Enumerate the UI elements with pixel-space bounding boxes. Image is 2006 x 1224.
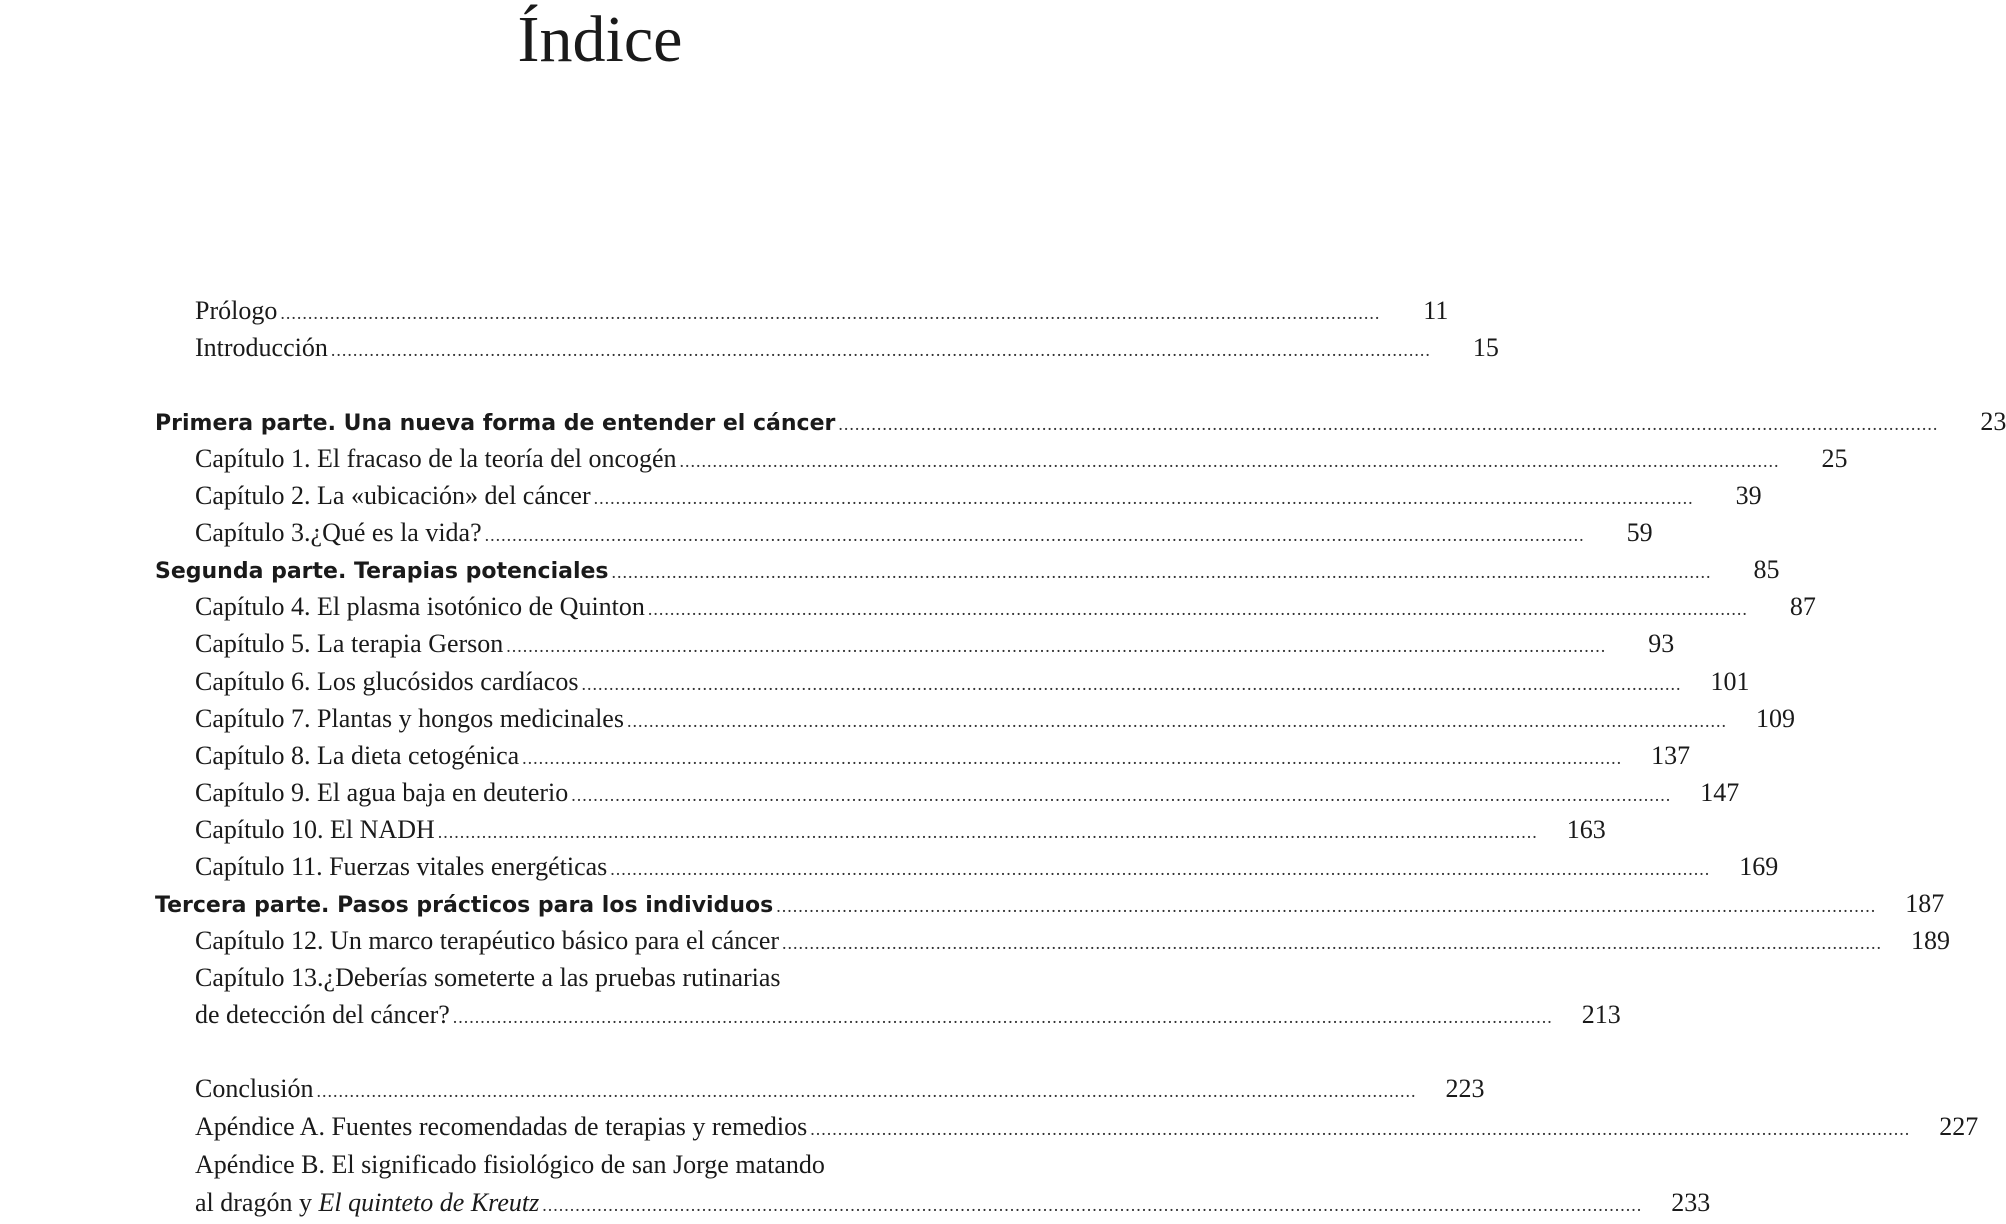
toc-entry-page: 59 [1626, 518, 1653, 547]
toc-entry-page: 163 [1566, 815, 1606, 844]
toc-entry-page: 187 [1905, 889, 1945, 918]
dot-leader: ........................................................................................................................................................................................................ [838, 414, 1939, 434]
toc-entry-page: 85 [1753, 555, 1780, 584]
toc-entry-page: 109 [1755, 704, 1795, 733]
toc-entry-page: 227 [1939, 1112, 1979, 1141]
toc-entry-label: Capítulo 7. Plantas y hongos medicinales [195, 704, 624, 733]
toc-entry-page: 137 [1651, 741, 1691, 770]
dot-leader: ........................................................................................................................................................................................................ [571, 785, 1672, 805]
toc-entry-page: 233 [1671, 1188, 1711, 1217]
toc-entry-capitulo-9[interactable] [195, 774, 1740, 811]
dot-leader: ........................................................................................................................................................................................................ [782, 933, 1883, 953]
toc-entry-label: Capítulo 6. Los glucósidos cardíacos [195, 667, 579, 696]
dot-leader: ........................................................................................................................................................................................................ [316, 1081, 1417, 1101]
toc-entry-capitulo-7[interactable] [195, 700, 1795, 737]
page-title: Índice [517, 3, 683, 76]
toc-entry-label: Capítulo 4. El plasma isotónico de Quinton [195, 592, 645, 621]
toc-entry-page: 25 [1821, 444, 1848, 473]
toc-entry-page: 23 [1980, 407, 2006, 436]
toc-entry-page: 213 [1581, 1000, 1621, 1029]
toc-entry-page: 169 [1739, 852, 1779, 881]
toc-entry-page: 39 [1735, 481, 1762, 510]
toc-entry-page: 223 [1445, 1074, 1485, 1103]
toc-part-label: Primera parte. Una nueva forma de entender el cáncer [155, 411, 836, 436]
dot-leader: ........................................................................................................................................................................................................ [542, 1195, 1643, 1215]
toc-entry-capitulo-4[interactable] [195, 588, 1816, 625]
dot-leader: ........................................................................................................................................................................................................ [610, 859, 1711, 879]
toc-entry-page: 15 [1472, 333, 1499, 362]
dot-leader: ........................................................................................................................................................................................................ [437, 822, 1538, 842]
toc-entry-introduccion[interactable] [195, 329, 1499, 366]
toc-entry-apendice-b[interactable] [195, 1146, 1045, 1183]
toc-entry-label: Conclusión [195, 1074, 314, 1103]
toc-entry-capitulo-3[interactable] [195, 514, 1653, 551]
toc-entry-label-italic: El quinteto de Kreutz [318, 1188, 540, 1217]
dot-leader: ........................................................................................................................................................................................................ [522, 748, 1623, 768]
toc-entry-page: 147 [1700, 778, 1740, 807]
dot-leader: ........................................................................................................................................................................................................ [484, 525, 1585, 545]
dot-leader: ........................................................................................................................................................................................................ [626, 711, 1727, 731]
dot-leader: ........................................................................................................................................................................................................ [330, 340, 1431, 360]
toc-entry-label: Capítulo 2. La «ubicación» del cáncer [195, 481, 591, 510]
toc-entry-apendice-a[interactable] [195, 1108, 1979, 1145]
toc-entry-label: de detección del cáncer? [195, 1000, 450, 1029]
toc-entry-label: Capítulo 5. La terapia Gerson [195, 629, 504, 658]
toc-entry-capitulo-1[interactable] [195, 440, 1848, 477]
toc-entry-label: Capítulo 10. El NADH [195, 815, 435, 844]
toc-entry-label [195, 1184, 539, 1221]
dot-leader: ........................................................................................................................................................................................................ [280, 303, 1381, 323]
toc-entry-capitulo-6[interactable] [195, 663, 1750, 700]
toc-entry-capitulo-5[interactable] [195, 625, 1675, 662]
toc-entry-label: Apéndice A. Fuentes recomendadas de terapias y remedios [195, 1112, 808, 1141]
dot-leader: ........................................................................................................................................................................................................ [611, 562, 1712, 582]
toc-entry-capitulo-13-continued[interactable] [195, 996, 1621, 1033]
toc-entry-label-roman: al dragón y [195, 1188, 319, 1217]
dot-leader: ........................................................................................................................................................................................................ [810, 1119, 1911, 1139]
toc-part-label: Tercera parte. Pasos prácticos para los individuos [155, 893, 774, 918]
dot-leader: ........................................................................................................................................................................................................ [776, 896, 1877, 916]
toc-entry-capitulo-8[interactable] [195, 737, 1691, 774]
toc-entry-label: Prólogo [195, 296, 278, 325]
toc-entry-apendice-b-continued[interactable] [195, 1184, 1711, 1221]
toc-part-3[interactable] [155, 885, 1945, 922]
toc-entry-capitulo-11[interactable] [195, 848, 1779, 885]
toc-entry-capitulo-10[interactable] [195, 811, 1606, 848]
toc-entry-page: 101 [1710, 667, 1750, 696]
toc-entry-label: Capítulo 11. Fuerzas vitales energéticas [195, 852, 608, 881]
toc-entry-capitulo-2[interactable] [195, 477, 1762, 514]
toc-part-label: Segunda parte. Terapias potenciales [155, 559, 609, 584]
dot-leader: ........................................................................................................................................................................................................ [593, 488, 1694, 508]
toc-entry-label: Capítulo 9. El agua baja en deuterio [195, 778, 569, 807]
dot-leader: ........................................................................................................................................................................................................ [679, 451, 1780, 471]
toc-part-2[interactable] [155, 551, 1780, 588]
toc-entry-capitulo-12[interactable] [195, 922, 1951, 959]
toc-entry-conclusion[interactable] [195, 1070, 1485, 1107]
dot-leader: ........................................................................................................................................................................................................ [581, 674, 1682, 694]
dot-leader: ........................................................................................................................................................................................................ [452, 1007, 1553, 1027]
toc-entry-label: Capítulo 8. La dieta cetogénica [195, 741, 520, 770]
toc-entry-page: 189 [1911, 926, 1951, 955]
toc-entry-label: Introducción [195, 333, 328, 362]
toc-entry-page: 87 [1789, 592, 1816, 621]
dot-leader: ........................................................................................................................................................................................................ [506, 636, 1607, 656]
toc-entry-label: Capítulo 3.¿Qué es la vida? [195, 518, 482, 547]
toc-entry-label: Capítulo 12. Un marco terapéutico básico para el cáncer [195, 926, 780, 955]
toc-part-1[interactable] [155, 403, 2006, 440]
toc-entry-label: Capítulo 13.¿Deberías someterte a las pruebas rutinarias [195, 963, 781, 992]
toc-entry-capitulo-13[interactable] [195, 959, 1045, 996]
toc-entry-page: 93 [1648, 629, 1675, 658]
dot-leader: ........................................................................................................................................................................................................ [647, 599, 1748, 619]
toc-entry-prologo[interactable] [195, 292, 1449, 329]
toc-entry-label: Apéndice B. El significado fisiológico de san Jorge matando [195, 1150, 825, 1179]
toc-entry-label: Capítulo 1. El fracaso de la teoría del oncogén [195, 444, 677, 473]
toc-entry-page: 11 [1423, 296, 1449, 325]
